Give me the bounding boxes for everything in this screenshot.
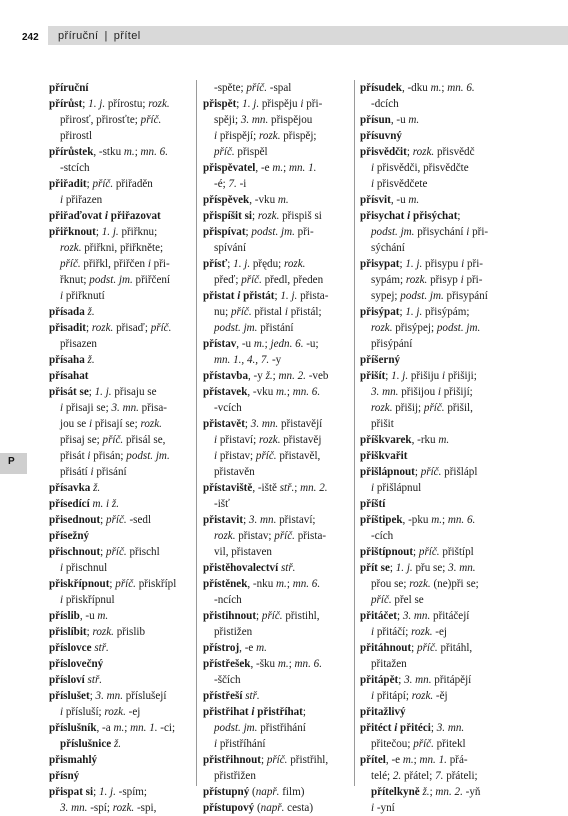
dictionary-entry-line: přisypat; 1. j. přisypu i při-	[360, 258, 483, 270]
entry-continuation-line: i přistříhání	[214, 738, 266, 750]
entry-continuation-line: sypej; podst. jm. přisypání	[371, 290, 488, 302]
dictionary-column-2	[203, 80, 351, 816]
dictionary-entry-line: přístřeší stř.	[203, 690, 260, 702]
dictionary-entry-line: přístupný (např. film)	[203, 786, 305, 798]
dictionary-entry-line: přísudek, -dku m.; mn. 6.	[360, 82, 475, 94]
entry-continuation-line: přirostl	[60, 130, 93, 142]
entry-continuation-line: i přischnul	[60, 562, 108, 574]
dictionary-entry-line: přitažlivý	[360, 706, 406, 718]
dictionary-entry-line: přírůst; 1. j. přírostu; rozk.	[49, 98, 170, 110]
dictionary-entry-line: přitápět; 3. mn. přitápějí	[360, 674, 472, 686]
entry-continuation-line: -vcích	[214, 402, 242, 414]
entry-continuation-line: spívání	[214, 242, 247, 254]
running-head-separator: |	[104, 30, 108, 42]
dictionary-entry-line: přísný	[49, 770, 80, 782]
entry-continuation-line: příč. přel se	[371, 594, 424, 606]
dictionary-entry-line: přislíbit; rozk. přislib	[49, 626, 146, 638]
entry-continuation-line: rozk. přišij; příč. přišil,	[371, 402, 473, 414]
entry-continuation-line: rozk. přistav; příč. přista-	[214, 530, 327, 542]
entry-continuation-line: 3. mn. přišijou i přišijí;	[371, 386, 473, 398]
entry-continuation-line: -dcích	[371, 98, 399, 110]
dictionary-entry-line: přístroj, -e m.	[203, 642, 267, 654]
dictionary-entry-line: přísada ž.	[49, 306, 95, 318]
entry-continuation-line: přirosť, přirosťte; příč.	[60, 114, 162, 126]
entry-continuation-line: -išť	[214, 498, 230, 510]
entry-continuation-line: přistřižen	[214, 770, 256, 782]
dictionary-column-3	[360, 80, 510, 816]
dictionary-entry-line: přístavba, -y ž.; mn. 2. -veb	[203, 370, 329, 382]
dictionary-entry-line: přísť; 1. j. přędu; rozk.	[203, 258, 306, 270]
entry-continuation-line: i přistaví; rozk. přistavěj	[214, 434, 322, 446]
dictionary-entry-line: přitáčet; 3. mn. přitáčejí	[360, 610, 470, 622]
dictionary-entry-line: příslovečný	[49, 658, 104, 670]
dictionary-entry-line: přišít; 1. j. přišiju i přišiji;	[360, 370, 477, 382]
dictionary-entry-line: přiškvařit	[360, 450, 408, 462]
dictionary-entry-line: přisvědčit; rozk. přisvědč	[360, 146, 475, 158]
entry-continuation-line: přišit	[371, 418, 394, 430]
dictionary-entry-line: přísvit, -u m.	[360, 194, 420, 206]
dictionary-entry-line: přísun, -u m.	[360, 114, 420, 126]
entry-continuation-line: i přiřknutí	[60, 290, 105, 302]
entry-continuation-line: nu; příč. přistal i přistál;	[214, 306, 322, 318]
dictionary-entry-line: přísedící m. i ž.	[49, 498, 119, 510]
dictionary-entry-line: příslib, -u m.	[49, 610, 109, 622]
entry-continuation-line: přistižen	[214, 626, 253, 638]
entry-continuation-line: přisazen	[60, 338, 97, 350]
dictionary-entry-line: přitéct i přitéci; 3. mn.	[360, 722, 465, 734]
dictionary-entry-line: přístaviště, -iště stř.; mn. 2.	[203, 482, 328, 494]
dictionary-entry-line: přísežný	[49, 530, 90, 542]
thumb-index-tab	[0, 453, 27, 474]
dictionary-entry-line: přistavit; 3. mn. přistaví;	[203, 514, 316, 526]
entry-continuation-line: i přistav; příč. přistavěl,	[214, 450, 321, 462]
dictionary-entry-line: přísahat	[49, 370, 89, 382]
entry-continuation-line: řknut; podst. jm. přiřčení	[60, 274, 171, 286]
dictionary-entry-line: přisát se; 1. j. přisaju se	[49, 386, 157, 398]
dictionary-entry-line: přischnout; příč. přischl	[49, 546, 160, 558]
entry-continuation-line: 3. mn. -spí; rozk. -spi,	[60, 802, 157, 814]
dictionary-entry-line: přístav, -u m.; jedn. 6. -u;	[203, 338, 319, 350]
entry-continuation-line: i přitáčí; rozk. -ej	[371, 626, 448, 638]
entry-continuation-line: i přisaji se; 3. mn. přisa-	[60, 402, 167, 414]
dictionary-entry-line: přistřihat i přistříhat;	[203, 706, 306, 718]
entry-continuation-line: i přísluší; rozk. -ej	[60, 706, 141, 718]
dictionary-entry-line: přiřknout; 1. j. přiřknu;	[49, 226, 158, 238]
dictionary-entry-line: přísuvný	[360, 130, 402, 142]
dictionary-entry-line: přít se; 1. j. přu se; 3. mn.	[360, 562, 476, 574]
dictionary-entry-line: přistavět; 3. mn. přistavějí	[203, 418, 323, 430]
entry-continuation-line: přisátí i přisání	[60, 466, 127, 478]
dictionary-entry-line: přírůstek, -stku m.; mn. 6.	[49, 146, 168, 158]
entry-continuation-line: rozk. přiřkni, přiřkněte;	[60, 242, 164, 254]
dictionary-entry-line: přistihnout; příč. přistihl,	[203, 610, 320, 622]
dictionary-entry-line: přispívat; podst. jm. při-	[203, 226, 314, 238]
dictionary-entry-line: přisýpat; 1. j. přisýpám;	[360, 306, 470, 318]
dictionary-entry-line: přístěnek, -nku m.; mn. 6.	[203, 578, 321, 590]
entry-continuation-line: i přiřazen	[60, 194, 103, 206]
entry-continuation-line: jou se i přisají se; rozk.	[60, 418, 162, 430]
entry-continuation-line: telé; 2. přátel; 7. přáteli;	[371, 770, 478, 782]
running-head-first: příruční	[58, 30, 99, 42]
dictionary-entry-line: přiřadit; příč. přiřaděn	[49, 178, 153, 190]
dictionary-entry-line: přispat si; 1. j. -spím;	[49, 786, 148, 798]
entry-continuation-line: sýchání	[371, 242, 405, 254]
entry-continuation-line: vil, přistaven	[214, 546, 272, 558]
entry-continuation-line: i přišlápnul	[371, 482, 422, 494]
entry-continuation-line: přítelkyně ž.; mn. 2. -yň	[371, 786, 481, 798]
dictionary-entry-line: přismahlý	[49, 754, 98, 766]
dictionary-entry-line: příruční	[49, 82, 89, 94]
dictionary-entry-line: přiřaďovat i přiřazovat	[49, 210, 161, 222]
entry-continuation-line: sypám; rozk. přisyp i při-	[371, 274, 483, 286]
dictionary-entry-line: přistěhovalectví stř.	[203, 562, 296, 574]
entry-continuation-line: spěji; 3. mn. přispějou	[214, 114, 313, 126]
dictionary-entry-line: přištípnout; příč. přištípl	[360, 546, 474, 558]
page-number: 242	[22, 32, 39, 43]
dictionary-entry-line: přístupový (např. cesta)	[203, 802, 314, 814]
entry-continuation-line: přitažen	[371, 658, 407, 670]
entry-continuation-line: příslušnice ž.	[60, 738, 122, 750]
dictionary-entry-line: přistřihnout; příč. přistřihl,	[203, 754, 329, 766]
entry-continuation-line: podst. jm. přisychání i při-	[371, 226, 489, 238]
entry-continuation-line: -é; 7. -i	[214, 178, 247, 190]
dictionary-entry-line: přispíšit si; rozk. přispiš si	[203, 210, 322, 222]
dictionary-entry-line: přístavek, -vku m.; mn. 6.	[203, 386, 321, 398]
dictionary-entry-line: přisadit; rozk. přisaď; příč.	[49, 322, 172, 334]
dictionary-entry-line: přísloví stř.	[49, 674, 103, 686]
dictionary-entry-line: přístřešek, -šku m.; mn. 6.	[203, 658, 322, 670]
dictionary-entry-line: přisychat i přisýchat;	[360, 210, 461, 222]
entry-continuation-line: podst. jm. přistřihání	[214, 722, 306, 734]
dictionary-entry-line: příštipek, -pku m.; mn. 6.	[360, 514, 476, 526]
dictionary-entry-line: přítel, -e m.; mn. 1. přá-	[360, 754, 468, 766]
dictionary-entry-line: přísaha ž.	[49, 354, 95, 366]
entry-continuation-line: -ncích	[214, 594, 242, 606]
entry-continuation-line: přeď; příč. předl, předen	[214, 274, 324, 286]
dictionary-entry-line: příslušet; 3. mn. příslušejí	[49, 690, 167, 702]
column-divider	[354, 80, 355, 786]
entry-continuation-line: přou se; rozk. (ne)při se;	[371, 578, 479, 590]
entry-continuation-line: rozk. přisýpej; podst. jm.	[371, 322, 481, 334]
dictionary-entry-line: přistat i přistát; 1. j. přista-	[203, 290, 329, 302]
entry-continuation-line: -stcích	[60, 162, 90, 174]
running-head-last: přítel	[113, 30, 141, 42]
entry-continuation-line: mn. 1., 4., 7. -y	[214, 354, 282, 366]
entry-continuation-line: přisát i přisán; podst. jm.	[60, 450, 170, 462]
dictionary-entry-line: přitáhnout; příč. přitáhl,	[360, 642, 473, 654]
entry-continuation-line: -spěte; příč. -spal	[214, 82, 292, 94]
entry-continuation-line: příč. přiřkl, přiřčen i při-	[60, 258, 170, 270]
entry-continuation-line: i přisvědči, přisvědčte	[371, 162, 469, 174]
dictionary-entry-line: příslušník, -a m.; mn. 1. -ci;	[49, 722, 176, 734]
entry-continuation-line: přistavěn	[214, 466, 255, 478]
column-divider	[196, 80, 197, 786]
dictionary-entry-line: přispět; 1. j. přispěju i při-	[203, 98, 323, 110]
dictionary-entry-line: přísavka ž.	[49, 482, 101, 494]
dictionary-entry-line: přisednout; příč. -sedl	[49, 514, 152, 526]
dictionary-entry-line: přiskřípnout; příč. přiskřípl	[49, 578, 177, 590]
entry-continuation-line: podst. jm. přistání	[214, 322, 294, 334]
dictionary-entry-line: příspěvek, -vku m.	[203, 194, 289, 206]
dictionary-column-1	[49, 80, 191, 816]
entry-continuation-line: příč. přispěl	[214, 146, 268, 158]
dictionary-entry-line: příští	[360, 498, 386, 510]
page-header	[0, 0, 568, 60]
entry-continuation-line: i -yní	[371, 802, 395, 814]
entry-continuation-line: přisaj se; příč. přisál se,	[60, 434, 166, 446]
entry-continuation-line: i přitápí; rozk. -ěj	[371, 690, 448, 702]
entry-continuation-line: i přisvědčete	[371, 178, 428, 190]
dictionary-entry-line: příslovce stř.	[49, 642, 109, 654]
entry-continuation-line: přisýpání	[371, 338, 413, 350]
dictionary-entry-line: přišlápnout; příč. přišlápl	[360, 466, 478, 478]
dictionary-entry-line: přispěvatel, -e m.; mn. 1.	[203, 162, 317, 174]
entry-continuation-line: -ščích	[214, 674, 241, 686]
entry-continuation-line: přitečou; příč. přitekl	[371, 738, 466, 750]
entry-continuation-line: i přiskřípnul	[60, 594, 115, 606]
entry-continuation-line: -cích	[371, 530, 394, 542]
thumb-index-letter: P	[8, 456, 15, 467]
dictionary-entry-line: příškvarek, -rku m.	[360, 434, 450, 446]
dictionary-entry-line: příšerný	[360, 354, 401, 366]
entry-continuation-line: i přispějí; rozk. přispěj;	[214, 130, 317, 142]
running-head	[58, 30, 141, 42]
